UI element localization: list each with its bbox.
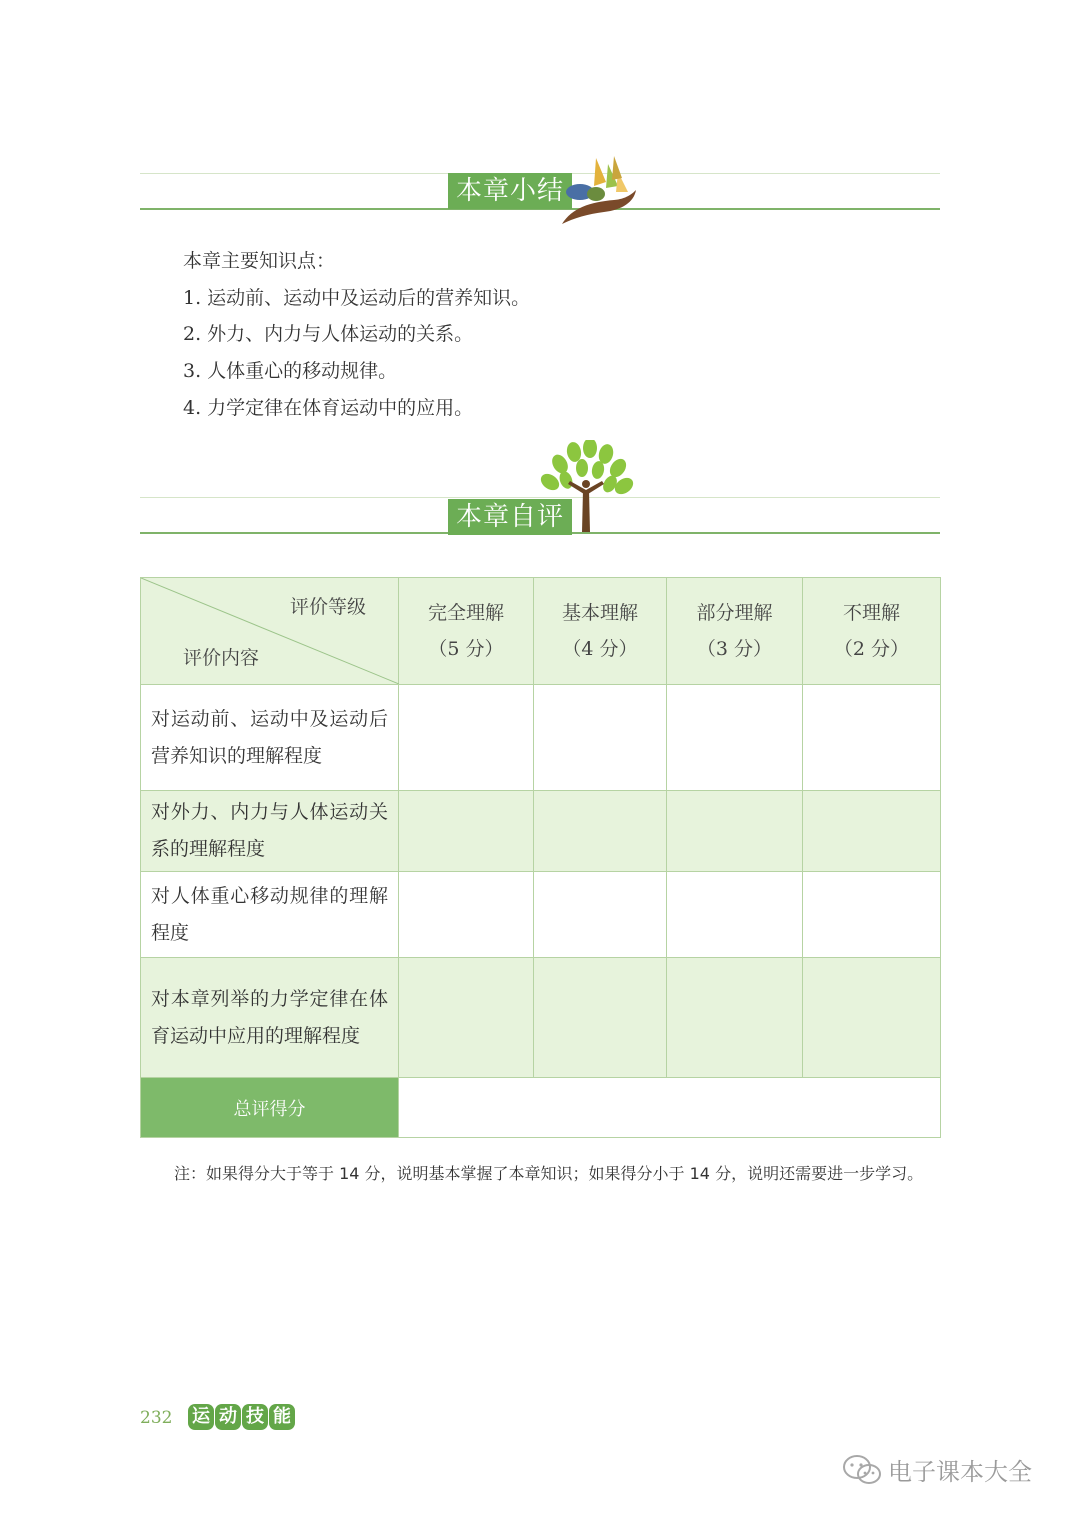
summary-section-title: 本章小结	[448, 173, 572, 209]
total-score-cell[interactable]	[399, 1078, 941, 1138]
total-score-label: 总评得分	[141, 1078, 399, 1138]
content-header: 评价内容	[183, 647, 260, 669]
level-col-1	[399, 578, 534, 685]
book-title-logo	[188, 1404, 295, 1430]
level-name: 不理解	[842, 602, 900, 624]
book-title-char: 技	[242, 1404, 268, 1430]
score-cell[interactable]	[667, 791, 803, 872]
summary-point-3: 3. 人体重心的移动规律。	[183, 360, 398, 382]
summary-point-1: 1. 运动前、运动中及运动后的营养知识。	[183, 287, 531, 309]
corner-header-cell	[141, 578, 399, 685]
eval-section-title: 本章自评	[448, 499, 572, 535]
score-cell[interactable]	[534, 791, 667, 872]
hand-leaf-icon	[556, 152, 638, 230]
eval-note: 注：如果得分大于等于 14 分，说明基本掌握了本章知识；如果得分小于 14 分，说明还需要进一步学习。	[174, 1164, 924, 1183]
table-row	[141, 958, 941, 1078]
row-content: 对本章列举的力学定律在体育运动中应用的理解程度	[141, 958, 399, 1078]
book-title-char: 能	[269, 1404, 295, 1430]
total-row	[141, 1078, 941, 1138]
level-score: （2 分）	[833, 638, 910, 660]
score-cell[interactable]	[534, 958, 667, 1078]
tree-icon	[538, 440, 634, 534]
score-cell[interactable]	[803, 872, 941, 958]
score-cell[interactable]	[399, 872, 534, 958]
page-number: 232	[140, 1408, 173, 1428]
score-cell[interactable]	[399, 685, 534, 791]
book-title-char: 运	[188, 1404, 214, 1430]
level-score: （4 分）	[562, 638, 638, 660]
level-name: 部分理解	[696, 602, 773, 624]
summary-point-4: 4. 力学定律在体育运动中的应用。	[183, 397, 474, 419]
level-name: 基本理解	[561, 602, 638, 624]
book-title-char: 动	[215, 1404, 241, 1430]
row-content: 对人体重心移动规律的理解程度	[141, 872, 399, 958]
level-score: （3 分）	[696, 638, 773, 660]
score-cell[interactable]	[667, 685, 803, 791]
level-score: （5 分）	[428, 638, 504, 660]
score-cell[interactable]	[803, 958, 941, 1078]
table-row	[141, 791, 941, 872]
level-col-4	[803, 578, 941, 685]
summary-intro: 本章主要知识点：	[183, 250, 336, 272]
level-name: 完全理解	[427, 602, 504, 624]
self-eval-table	[140, 577, 941, 1138]
row-content: 对运动前、运动中及运动后营养知识的理解程度	[141, 685, 399, 791]
score-cell[interactable]	[399, 791, 534, 872]
table-row	[141, 685, 941, 791]
level-col-3	[667, 578, 803, 685]
score-cell[interactable]	[667, 872, 803, 958]
row-content: 对外力、内力与人体运动关系的理解程度	[141, 791, 399, 872]
table-row	[141, 872, 941, 958]
score-cell[interactable]	[534, 685, 667, 791]
watermark	[842, 1452, 1032, 1487]
score-cell[interactable]	[803, 791, 941, 872]
wechat-icon	[842, 1454, 882, 1486]
watermark-text: 电子课本大全	[888, 1458, 1032, 1486]
level-col-2	[534, 578, 667, 685]
score-cell[interactable]	[667, 958, 803, 1078]
score-cell[interactable]	[399, 958, 534, 1078]
summary-point-2: 2. 外力、内力与人体运动的关系。	[183, 323, 474, 345]
score-cell[interactable]	[534, 872, 667, 958]
level-header: 评价等级	[289, 596, 366, 618]
score-cell[interactable]	[803, 685, 941, 791]
